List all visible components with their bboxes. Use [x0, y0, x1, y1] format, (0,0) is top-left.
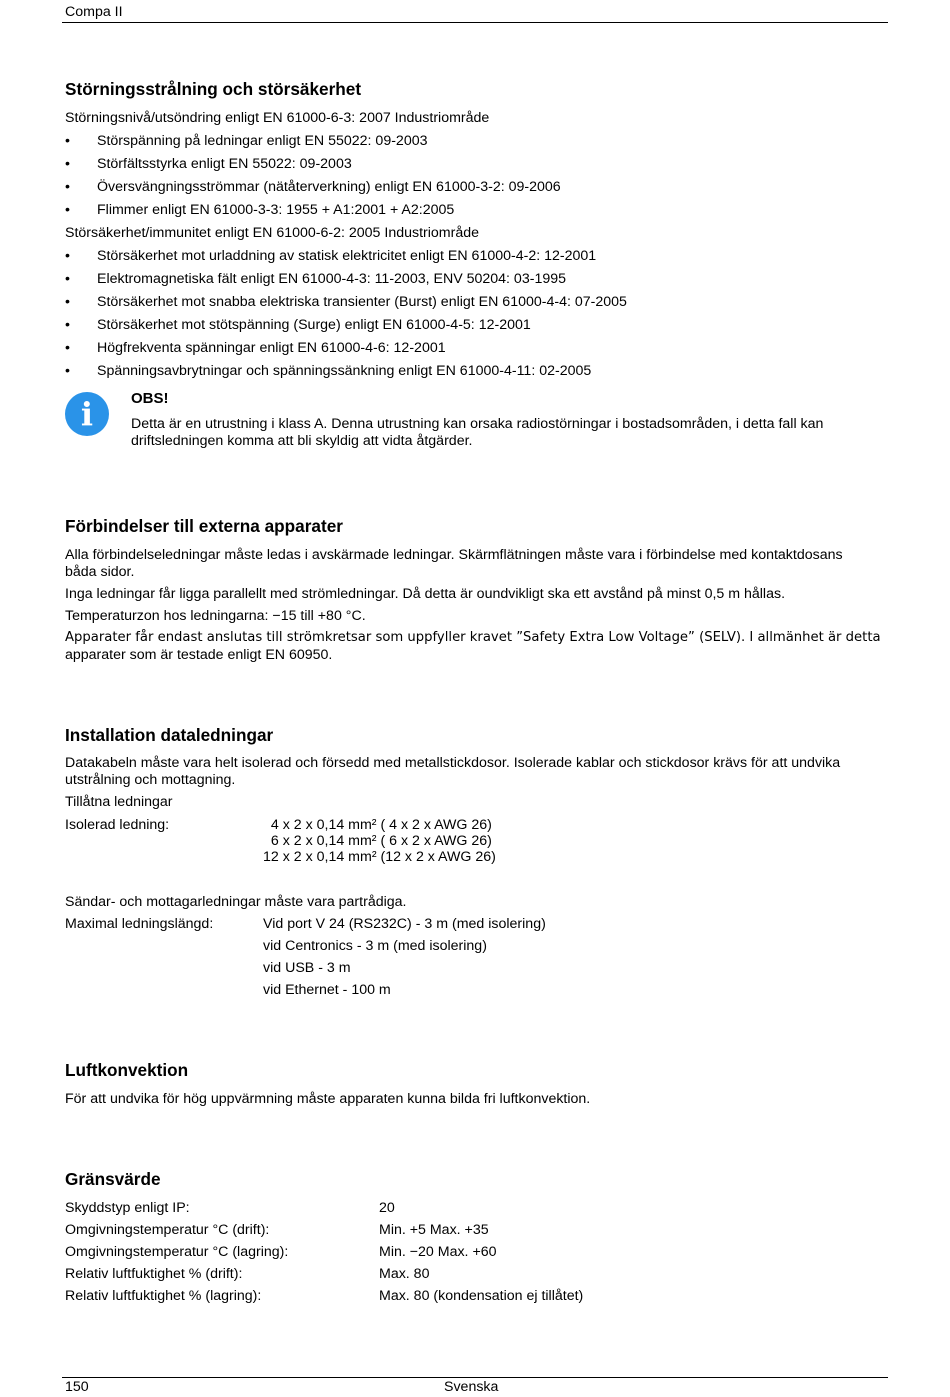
bullet-icon: • — [65, 363, 70, 379]
connections-p1-line2: båda sidor. — [65, 564, 135, 580]
page-number: 150 — [65, 1379, 89, 1395]
connections-p1-line1: Alla förbindelseledningar måste ledas i avskärmade ledningar. Skärmflätningen måste vara i förbindelse med kontaktdosans — [65, 547, 843, 563]
bullet-icon: • — [65, 271, 70, 287]
max-length-value: vid Centronics - 3 m (med isolering) — [263, 938, 487, 954]
max-length-value: Vid port V 24 (RS232C) - 3 m (med isolering) — [263, 916, 546, 932]
limit-value: Max. 80 (kondensation ej tillåtet) — [379, 1288, 584, 1304]
header-rule — [62, 22, 888, 23]
footer-language: Svenska — [444, 1379, 499, 1395]
immunity-intro: Störsäkerhet/immunitet enligt EN 61000-6-2: 2005 Industriområde — [65, 225, 480, 241]
limit-value: Max. 80 — [379, 1266, 430, 1282]
footer-rule — [62, 1377, 888, 1378]
bullet-icon: • — [65, 248, 70, 264]
max-length-label: Maximal ledningslängd: — [65, 916, 214, 932]
section-heading-emission: Störningsstrålning och störsäkerhet — [65, 79, 362, 99]
bullet-icon: • — [65, 179, 70, 195]
info-icon: i — [65, 392, 109, 436]
section-heading-data-lines: Installation dataledningar — [65, 725, 274, 745]
connections-p4-line2: apparater som är testade enligt EN 60950. — [65, 647, 333, 663]
limit-value: 20 — [379, 1200, 395, 1216]
insulated-value: 12 x 2 x 0,14 mm² (12 x 2 x AWG 26) — [263, 849, 496, 865]
data-lines-p1-line1: Datakabeln måste vara helt isolerad och försedd med metallstickdosor. Isolerade kablar och stickdosor krävs för att undvika — [65, 755, 841, 771]
max-length-value: vid USB - 3 m — [263, 960, 351, 976]
connections-p4-line1: Apparater får endast anslutas till strömkretsar som uppfyller kravet ”Safety Extra Low Voltage” (SELV). I allmänhet är detta — [65, 630, 881, 645]
bullet-icon: • — [65, 202, 70, 218]
section-heading-convection: Luftkonvektion — [65, 1060, 189, 1080]
limit-value: Min. +5 Max. +35 — [379, 1222, 489, 1238]
connections-p3: Temperaturzon hos ledningarna: −15 till +80 °C. — [65, 608, 366, 624]
allowed-lines-label: Tillåtna ledningar — [65, 794, 173, 810]
header-title: Compa II — [65, 4, 123, 20]
note-title: OBS! — [131, 390, 169, 407]
limit-label: Skyddstyp enligt IP: — [65, 1200, 190, 1216]
convection-text: För att undvika för hög uppvärmning måste apparaten kunna bilda fri luftkonvektion. — [65, 1091, 591, 1107]
note-text-line2: driftsledningen komma att bli skyldig att vidta åtgärder. — [131, 433, 473, 449]
limit-label: Omgivningstemperatur °C (lagring): — [65, 1244, 289, 1260]
section-heading-connections: Förbindelser till externa apparater — [65, 516, 343, 536]
insulated-value: 4 x 2 x 0,14 mm² ( 4 x 2 x AWG 26) — [263, 817, 492, 833]
insulated-label: Isolerad ledning: — [65, 817, 170, 833]
note-text-line1: Detta är en utrustning i klass A. Denna utrustning kan orsaka radiostörningar i bostadsområden, i detta fall kan — [131, 416, 824, 432]
limit-label: Omgivningstemperatur °C (drift): — [65, 1222, 270, 1238]
bullet-icon: • — [65, 317, 70, 333]
max-length-value: vid Ethernet - 100 m — [263, 982, 391, 998]
bullet-icon: • — [65, 340, 70, 356]
data-lines-p1-line2: utstrålning och mottagning. — [65, 772, 236, 788]
bullet-icon: • — [65, 133, 70, 149]
limit-label: Relativ luftfuktighet % (drift): — [65, 1266, 243, 1282]
emission-intro: Störningsnivå/utsöndring enligt EN 61000-6-3: 2007 Industriområde — [65, 110, 490, 126]
bullet-icon: • — [65, 156, 70, 172]
connections-p2: Inga ledningar får ligga parallellt med strömledningar. Då detta är oundvikligt ska ett avstånd på minst 0,5 m hållas. — [65, 586, 786, 602]
twisted-pair-note: Sändar- och mottagarledningar måste vara partrådiga. — [65, 894, 407, 910]
limit-value: Min. −20 Max. +60 — [379, 1244, 497, 1260]
limit-label: Relativ luftfuktighet % (lagring): — [65, 1288, 262, 1304]
insulated-value: 6 x 2 x 0,14 mm² ( 6 x 2 x AWG 26) — [263, 833, 492, 849]
section-heading-limits: Gränsvärde — [65, 1169, 161, 1189]
bullet-icon: • — [65, 294, 70, 310]
